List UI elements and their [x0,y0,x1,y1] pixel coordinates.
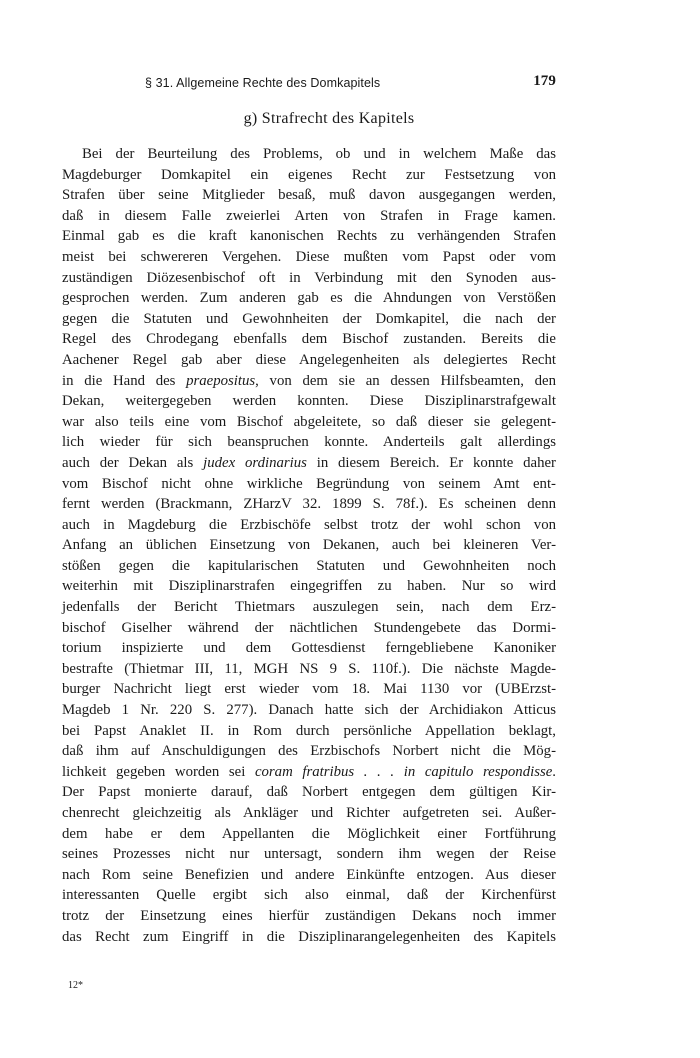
text-segment: in diesem Bereich. Er konnte daher [306,454,556,471]
text-line: stößen gegen die kapitularischen Statuten und Gewohnheiten noch [62,557,556,574]
text-line: Magdeb 1 Nr. 220 S. 277). Danach hatte sich der Archidiakon Atticus [62,702,556,719]
text-line: weiterhin mit Disziplinarstrafen eingegriffen zu haben. Nur so wird [62,578,556,595]
text-line: bestrafte (Thietmar III, 11, MGH NS 9 S. 110f.). Die nächste Magde- [62,660,556,677]
italic-term: judex ordinarius [203,454,307,471]
text-line: war also teils eine vom Bischof abgeleitete, so daß dieser sie gelegent- [62,413,556,430]
page-number: 179 [533,73,556,89]
page [62,72,556,947]
running-title: § 31. Allgemeine Rechte des Domkapitels [145,76,381,90]
section-title: g) Strafrecht des Kapitels [243,110,415,127]
text-line: Einmal gab es die kraft kanonischen Rechts zu verhängenden Strafen [62,228,556,245]
text-line: jedenfalls der Bericht Thietmars auszulegen sein, nach dem Erz- [62,599,556,616]
text-line: lich wieder für sich beanspruchen konnte. Anderteils galt allerdings [62,434,556,451]
italic-term: coram fratribus . . . in capitulo respondisse [254,763,553,780]
text-line: daß in diesem Falle zweierlei Arten von Strafen in Frage kamen. [62,207,556,224]
signature-mark: 12* [68,980,83,991]
text-line: Strafen über seine Mitglieder besaß, muß davon ausgegangen werden, [62,187,556,204]
text-line: Anfang an üblichen Einsetzung von Dekanen, auch bei kleineren Ver- [62,537,556,554]
text-line: Bei der Beurteilung des Problems, ob und in welchem Maße das [82,146,556,162]
text-line [62,762,556,783]
running-head [62,72,556,96]
text-line: das Recht zum Eingriff in die Disziplinarangelegenheiten des Kapitels [62,928,556,945]
text-line: fernt werden (Brackmann, ZHarzV 32. 1899 S. 78f.). Es scheinen denn [62,496,556,513]
text-segment: auch der Dekan als [62,454,204,471]
text-line: burger Nachricht liegt erst wieder vom 18. Mai 1130 vor (UBErzst- [62,681,556,698]
text-line: interessanten Quelle ergibt sich also einmal, daß der Kirchenfürst [62,887,556,904]
text-line [62,371,556,392]
text-line: Aachener Regel gab aber diese Angelegenheiten als delegiertes Recht [62,351,556,368]
text-line: dem habe er dem Appellanten die Möglichkeit einer Fortführung [62,825,556,842]
text-line: gegen die Statuten und Gewohnheiten der Domkapitel, die nach der [62,310,556,327]
text-line: meist bei schwereren Vergehen. Diese mußten vom Papst oder vom [62,248,556,265]
text-line: nach Rom seine Benefizien und andere Einkünfte entzogen. Aus dieser [62,866,556,883]
body-text [62,144,556,947]
text-line: torium inspizierte und dem Gottesdienst ferngebliebene Kanoniker [62,640,556,657]
text-line: vom Bischof nicht ohne wirkliche Begründung von seinem Amt ent- [62,475,556,492]
text-line: Der Papst monierte darauf, daß Norbert entgegen dem gültigen Kir- [62,784,556,801]
text-line: zuständigen Diözesenbischof oft in Verbindung mit den Synoden aus- [62,269,556,286]
text-line: trotz der Einsetzung eines hierfür zuständigen Dekans noch immer [62,907,556,924]
text-line: gesprochen werden. Zum anderen gab es die Ahndungen von Verstößen [62,290,556,307]
text-segment: lichkeit gegeben worden sei [62,763,255,780]
text-line: Magdeburger Domkapitel ein eigenes Recht zur Festsetzung von [62,166,556,183]
text-segment: in die Hand des [62,372,187,389]
text-line: seines Prozesses nicht nur untersagt, sondern ihm wegen der Reise [62,846,556,863]
text-segment: , von dem sie an dessen Hilfsbeamten, den [255,372,556,389]
text-segment: . [552,763,556,780]
text-line: chenrecht gleichzeitig als Ankläger und Richter aufgetreten sei. Außer- [62,805,556,821]
italic-term: praepositus [186,372,256,389]
text-line: bischof Giselher während der nächtlichen Stundengebete das Dormi- [62,619,556,636]
text-line: Regel des Chrodegang ebenfalls dem Bischof zustanden. Bereits die [62,331,556,348]
text-line: bei Papst Anaklet II. in Rom durch persönliche Appellation beklagt, [62,722,556,739]
text-line: Dekan, weitergegeben werden konnten. Diese Disziplinarstrafgewalt [62,393,556,410]
text-line: daß ihm auf Anschuldigungen des Erzbischofs Norbert nicht die Mög- [62,743,556,760]
text-line: auch in Magdeburg die Erzbischöfe selbst trotz der wohl schon von [62,516,556,533]
text-line [62,453,556,474]
